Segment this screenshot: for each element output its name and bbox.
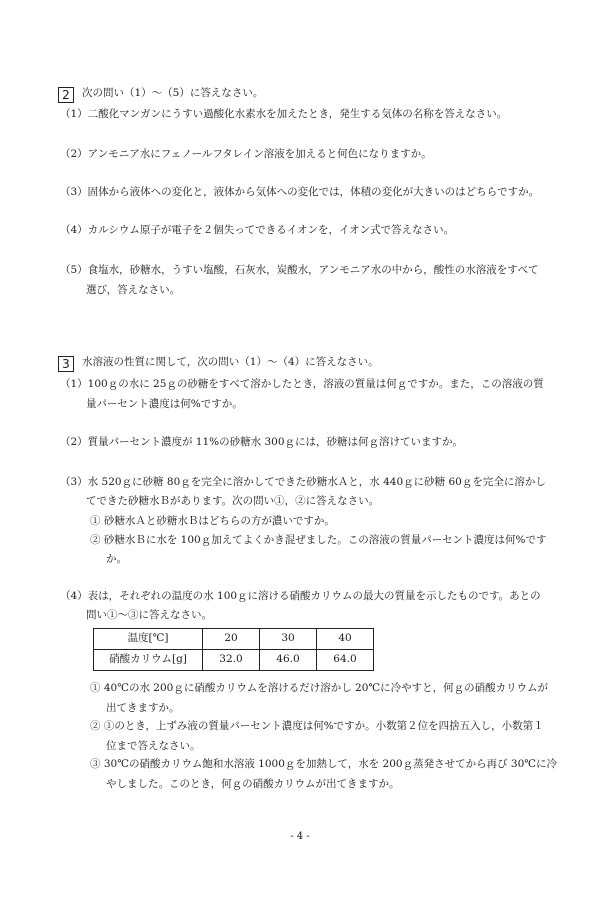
page-number: - 4 - <box>290 831 310 842</box>
table-row <box>94 629 374 650</box>
question-text-continued: 量パーセント濃度は何%ですか。 <box>86 398 243 410</box>
sub-question-text-continued: 出てきますか。 <box>106 702 180 714</box>
table-header-cell: 温度[℃] <box>94 629 203 650</box>
question-number-box: 3 <box>58 356 74 372</box>
table-cell: 46.0 <box>260 650 317 671</box>
question-text: （4）表は，それぞれの温度の水 100ｇに溶ける硝酸カリウムの最大の質量を示したものです。あとの <box>60 590 541 602</box>
table-row <box>94 650 374 671</box>
question-number-box: 2 <box>58 87 74 103</box>
table-cell: 40 <box>317 629 374 650</box>
question-text: （2）アンモニア水にフェノールフタレイン溶液を加えると何色になりますか。 <box>60 148 432 160</box>
table-cell: 64.0 <box>317 650 374 671</box>
question-text: （1）二酸化マンガンにうすい過酸化水素水を加えたとき，発生する気体の名称を答えなさい。 <box>60 108 508 120</box>
sub-question-text: ② 砂糖水Ｂに水を 100ｇ加えてよくかき混ぜました。この溶液の質量パーセント濃度は何%です <box>90 534 547 546</box>
question-text: （2）質量パーセント濃度が 11%の砂糖水 300ｇには，砂糖は何ｇ溶けていますか。 <box>60 436 464 448</box>
question-text: （1）100ｇの水に 25ｇの砂糖をすべて溶かしたとき，溶液の質量は何ｇですか。また，この溶液の質 <box>60 378 544 390</box>
table-header-cell: 硝酸カリウム[g] <box>94 650 203 671</box>
question-text: （4）カルシウム原子が電子を２個失ってできるイオンを，イオン式で答えなさい。 <box>60 224 455 236</box>
sub-question-text: ② ①のとき，上ずみ液の質量パーセント濃度は何%ですか。小数第２位を四捨五入し，小数第１ <box>90 720 544 732</box>
sub-question-text: ③ 30℃の硝酸カリウム飽和水溶液 1000ｇを加熱して，水を 200ｇ蒸発させてから再び 30℃に冷 <box>90 758 558 770</box>
sub-question-text-continued: 位まで答えなさい。 <box>106 740 201 752</box>
solubility-table <box>93 628 374 671</box>
sub-question-text-continued: やしました。このとき，何ｇの硝酸カリウムが出てきますか。 <box>106 778 400 790</box>
question-text-continued: てできた砂糖水Ｂがあります。次の問い①，②に答えなさい。 <box>86 495 380 507</box>
sub-question-text-continued: か。 <box>106 553 127 565</box>
question-text: （3）水 520ｇに砂糖 80ｇを完全に溶かしてできた砂糖水Ａと，水 440ｇに砂糖 60ｇを完全に溶かし <box>60 476 546 488</box>
question-text: （5）食塩水，砂糖水，うすい塩酸，石灰水，炭酸水，アンモニア水の中から，酸性の水溶液をすべて <box>60 264 539 276</box>
table-cell: 30 <box>260 629 317 650</box>
table-cell: 20 <box>203 629 260 650</box>
question-text: （3）固体から液体への変化と，液体から気体への変化では，体積の変化が大きいのはどちらですか。 <box>60 186 540 198</box>
question-text-continued: 問い①～③に答えなさい。 <box>86 609 212 621</box>
sub-question-text: ① 40℃の水 200ｇに硝酸カリウムを溶けるだけ溶かし 20℃に冷やすと，何ｇの硝酸カリウムが <box>90 682 549 694</box>
question-text-continued: 選び，答えなさい。 <box>86 284 181 296</box>
section-heading: 水溶液の性質に関して，次の問い（1）～（4）に答えなさい。 <box>82 356 379 368</box>
section-heading: 次の問い（1）～（5）に答えなさい。 <box>82 87 264 99</box>
sub-question-text: ① 砂糖水Ａと砂糖水Ｂはどちらの方が濃いですか。 <box>90 515 335 527</box>
table-cell: 32.0 <box>203 650 260 671</box>
